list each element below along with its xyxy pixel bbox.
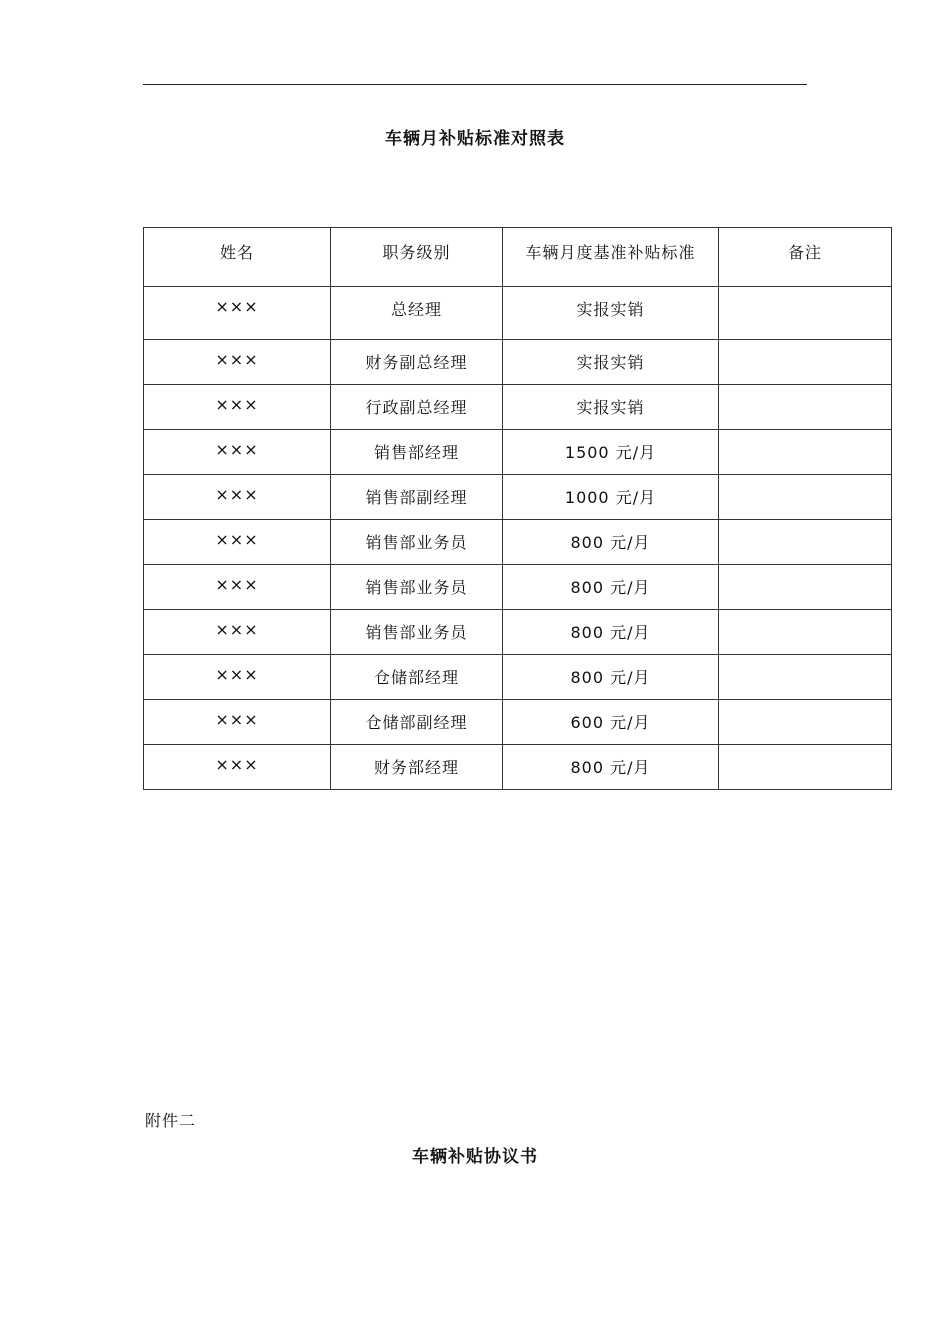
cell-note xyxy=(719,287,892,340)
header-rule xyxy=(143,84,807,85)
cell-note xyxy=(719,430,892,475)
table-row xyxy=(144,745,892,790)
cell-standard: 1500 元/月 xyxy=(503,430,719,475)
header-standard: 车辆月度基准补贴标准 xyxy=(503,228,719,287)
page-title: 车辆月补贴标准对照表 xyxy=(385,129,565,149)
cell-name: ××× xyxy=(144,565,331,610)
cell-note xyxy=(719,655,892,700)
table-row xyxy=(144,655,892,700)
table-row xyxy=(144,565,892,610)
cell-name: ××× xyxy=(144,287,331,340)
cell-note xyxy=(719,565,892,610)
cell-position: 销售部业务员 xyxy=(331,565,503,610)
cell-position: 仓储部副经理 xyxy=(331,700,503,745)
header-note: 备注 xyxy=(719,228,892,287)
cell-name: ××× xyxy=(144,700,331,745)
cell-position: 行政副总经理 xyxy=(331,385,503,430)
cell-position: 销售部经理 xyxy=(331,430,503,475)
cell-position: 销售部业务员 xyxy=(331,520,503,565)
subsidy-table xyxy=(143,227,892,790)
cell-note xyxy=(719,475,892,520)
cell-standard: 800 元/月 xyxy=(503,610,719,655)
cell-standard: 800 元/月 xyxy=(503,520,719,565)
header-position: 职务级别 xyxy=(331,228,503,287)
cell-note xyxy=(719,340,892,385)
cell-position: 财务副总经理 xyxy=(331,340,503,385)
header-name: 姓名 xyxy=(144,228,331,287)
cell-position: 销售部业务员 xyxy=(331,610,503,655)
table-header-row xyxy=(144,228,892,287)
cell-standard: 600 元/月 xyxy=(503,700,719,745)
table-row xyxy=(144,475,892,520)
cell-standard: 800 元/月 xyxy=(503,745,719,790)
cell-name: ××× xyxy=(144,745,331,790)
cell-standard: 实报实销 xyxy=(503,340,719,385)
table-row xyxy=(144,520,892,565)
cell-standard: 800 元/月 xyxy=(503,565,719,610)
cell-name: ××× xyxy=(144,430,331,475)
cell-name: ××× xyxy=(144,610,331,655)
table-row xyxy=(144,610,892,655)
table-row xyxy=(144,287,892,340)
table-row xyxy=(144,700,892,745)
cell-position: 总经理 xyxy=(331,287,503,340)
cell-name: ××× xyxy=(144,385,331,430)
appendix-label: 附件二 xyxy=(145,1111,197,1130)
cell-note xyxy=(719,745,892,790)
cell-name: ××× xyxy=(144,340,331,385)
agreement-title: 车辆补贴协议书 xyxy=(412,1147,538,1167)
table-row xyxy=(144,340,892,385)
cell-position: 财务部经理 xyxy=(331,745,503,790)
table-row xyxy=(144,430,892,475)
cell-standard: 实报实销 xyxy=(503,385,719,430)
cell-position: 销售部副经理 xyxy=(331,475,503,520)
table-row xyxy=(144,385,892,430)
cell-name: ××× xyxy=(144,520,331,565)
cell-note xyxy=(719,610,892,655)
cell-standard: 实报实销 xyxy=(503,287,719,340)
cell-note xyxy=(719,700,892,745)
cell-position: 仓储部经理 xyxy=(331,655,503,700)
cell-name: ××× xyxy=(144,475,331,520)
cell-name: ××× xyxy=(144,655,331,700)
cell-standard: 1000 元/月 xyxy=(503,475,719,520)
cell-note xyxy=(719,385,892,430)
cell-note xyxy=(719,520,892,565)
cell-standard: 800 元/月 xyxy=(503,655,719,700)
